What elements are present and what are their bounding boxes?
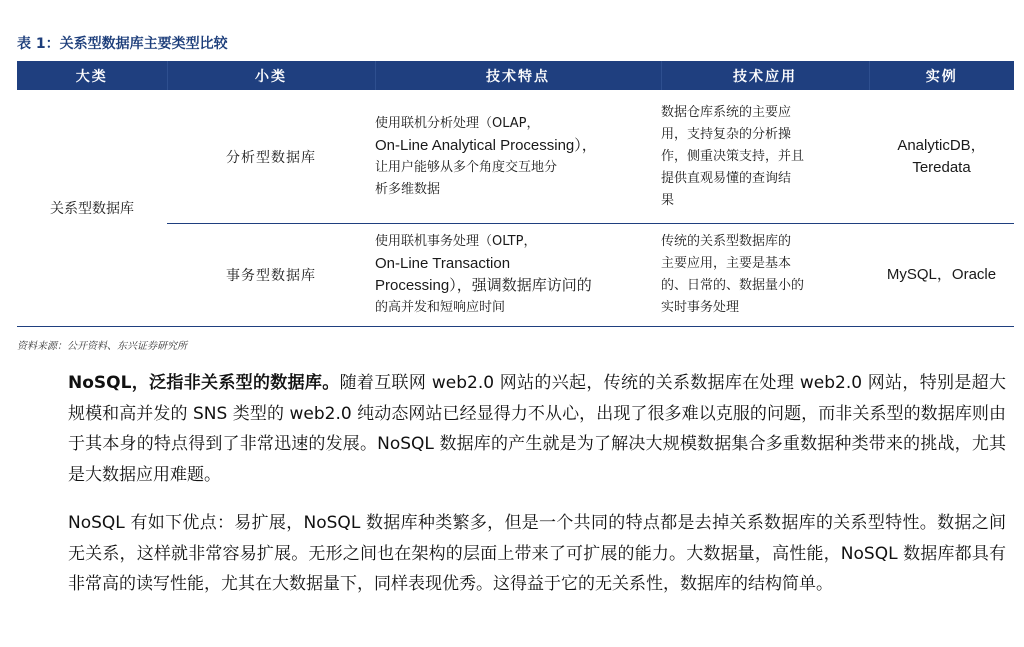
feature-cell: [375, 224, 661, 327]
application-line: 提供直观易懂的查询结: [661, 170, 792, 186]
application-cell: [661, 90, 869, 224]
feature-line: 使用联机分析处理（OLAP，: [375, 115, 540, 131]
table-row: [17, 224, 1014, 327]
application-cell: [661, 224, 869, 327]
application-line: 数据仓库系统的主要应: [661, 104, 792, 120]
subcategory-cell: 事务型数据库: [167, 224, 375, 327]
feature-line: 析多维数据: [375, 181, 441, 197]
table-row: [17, 90, 1014, 224]
subcategory-cell: 分析型数据库: [167, 90, 375, 224]
paragraph-lead: NoSQL，泛指非关系型的数据库。: [68, 373, 340, 393]
application-line: 实时事务处理: [661, 300, 740, 315]
feature-line: 的高并发和短响应时间: [375, 300, 506, 315]
feature-line: On-Line Transaction: [375, 255, 511, 272]
application-line: 的、日常的、数据量小的: [661, 278, 805, 293]
example-line: MySQL，Oracle: [886, 266, 997, 283]
header-subcategory: 小类: [167, 61, 375, 90]
application-line: 传统的关系型数据库的: [661, 234, 792, 249]
header-category: 大类: [17, 61, 167, 90]
example-line: AnalyticDB，: [897, 136, 986, 154]
feature-line: Processing），强调数据库访问的: [375, 277, 592, 294]
example-cell: [869, 224, 1014, 327]
category-cell: 关系型数据库: [17, 90, 167, 327]
header-examples: 实例: [869, 61, 1014, 90]
application-line: 主要应用，主要是基本: [661, 256, 792, 271]
source-note: 资料来源：公开资料、东兴证券研究所: [17, 341, 187, 352]
example-cell: [869, 90, 1014, 224]
application-line: 果: [661, 192, 675, 208]
application-line: 用，支持复杂的分析操: [661, 126, 792, 142]
feature-cell: [375, 90, 661, 224]
table-caption: 表 1：关系型数据库主要类型比较: [17, 36, 228, 52]
paragraph-nosql-intro: [68, 368, 1006, 490]
table-header-row: [17, 61, 1014, 90]
application-line: 作，侧重决策支持，并且: [661, 148, 805, 164]
feature-line: 让用户能够从多个角度交互地分: [375, 159, 558, 175]
header-applications: 技术应用: [661, 61, 869, 90]
paragraph-nosql-advantages: NoSQL 有如下优点：易扩展，NoSQL 数据库种类繁多，但是一个共同的特点都是去掉关系数据库的关系型特性。数据之间无关系，这样就非常容易扩展。无形之间也在架构的层面上带来了可扩展的能力。大数据量，高性能，NoSQL 数据库都具有非常高的读写性能，尤其在大数据量下，同样表现优秀。这得益于它的无关系性，数据库的结构简单。: [68, 513, 1006, 594]
example-line: Teredata: [912, 158, 971, 176]
feature-line: 使用联机事务处理（OLTP，: [375, 234, 537, 249]
feature-line: On-Line Analytical Processing），: [375, 136, 597, 154]
header-features: 技术特点: [375, 61, 661, 90]
paragraph-text: 随着互联网 web2.0 网站的兴起，传统的关系数据库在处理 web2.0 网站，特别是超大规模和高并发的 SNS 类型的 web2.0 纯动态网站已经显得力不从心，出现了很多难以克服的问题，而非关系型的数据库则由于其本身的特点得到了非常迅速的发展。NoSQL 数据库的产生就是为了解决大规模数据集合多重数据种类带来的挑战，尤其是大数据应用难题。: [68, 373, 1007, 485]
comparison-table: [17, 61, 1014, 327]
